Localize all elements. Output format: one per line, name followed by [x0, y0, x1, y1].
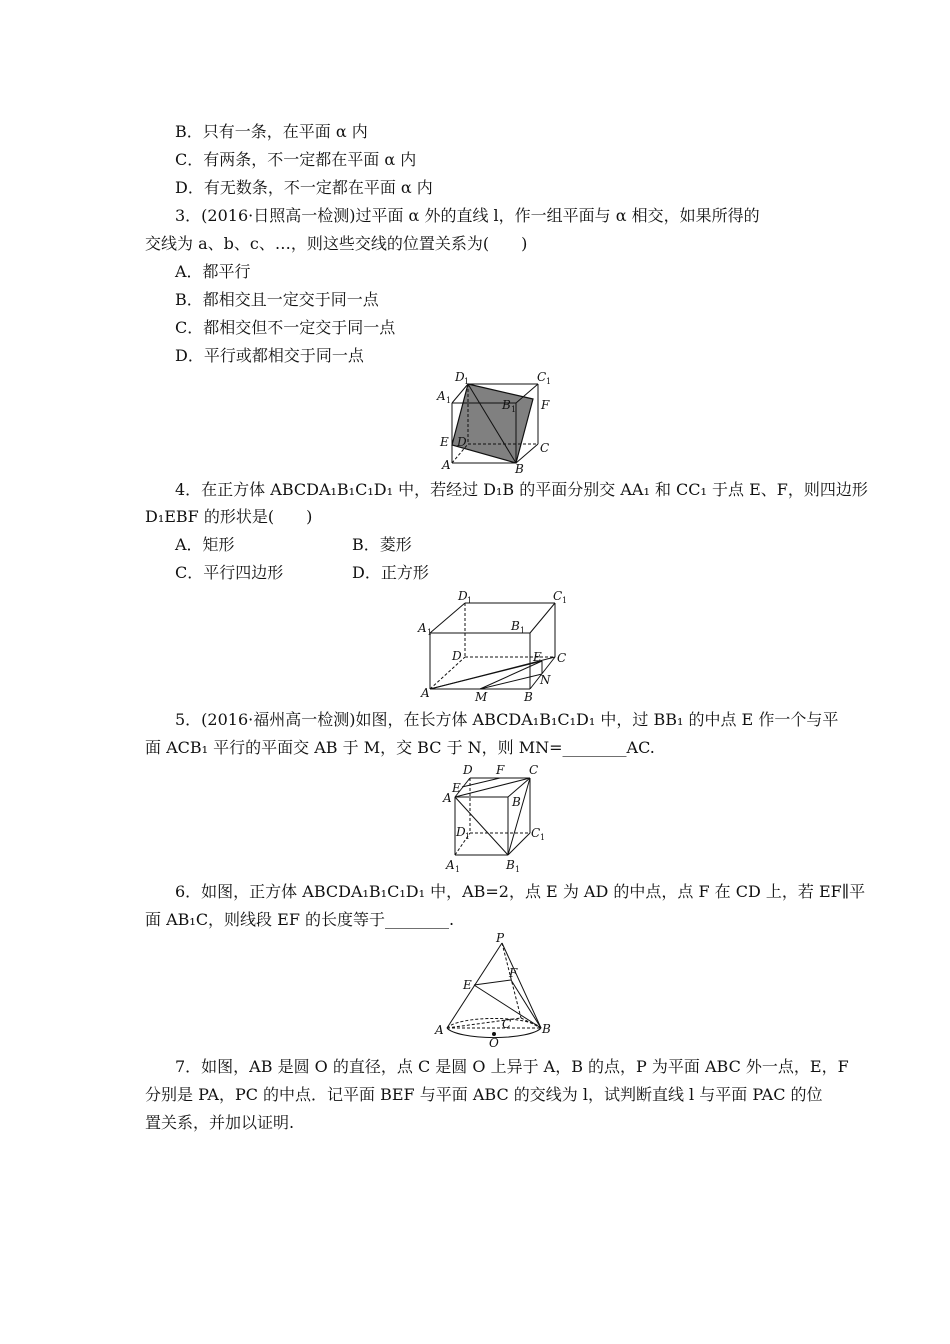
q5-stem-line2: 面 ACB₁ 平行的平面交 AB 于 M，交 BC 于 N，则 MN=________AC. [145, 738, 655, 757]
label-b: B [542, 1022, 551, 1036]
q4-option-c: C．平行四边形 [175, 563, 284, 582]
label-a: A [443, 791, 452, 805]
label-m: M [475, 690, 488, 704]
q2-option-d: D．有无数条，不一定都在平面 α 内 [175, 178, 433, 197]
q4-option-b: B．菱形 [352, 535, 412, 554]
label-b: B [524, 690, 533, 704]
label-b1: B [511, 619, 520, 633]
q7-stem-line3: 置关系，并加以证明. [145, 1113, 295, 1132]
svg-text:1: 1 [467, 596, 473, 605]
label-e: E [463, 978, 472, 992]
label-c: C [557, 651, 567, 665]
label-d: D [452, 649, 462, 663]
label-c1: C [553, 589, 563, 603]
label-b1: B [502, 398, 511, 412]
q4-option-d: D．正方形 [352, 563, 429, 582]
label-b1: B [506, 858, 515, 872]
svg-text:1: 1 [520, 626, 526, 635]
svg-text:1: 1 [455, 865, 461, 874]
svg-text:1: 1 [464, 377, 470, 386]
svg-text:1: 1 [562, 596, 568, 605]
label-p: P [496, 931, 505, 945]
label-o: O [489, 1036, 499, 1050]
label-a1: A [437, 389, 446, 403]
label-a1: A [418, 621, 427, 635]
svg-text:1: 1 [427, 628, 433, 637]
label-c: C [529, 763, 539, 777]
label-c: C [540, 441, 550, 455]
label-a: A [421, 686, 430, 700]
label-d: D [463, 763, 473, 777]
label-c: C [502, 1017, 512, 1031]
q4-option-a: A．矩形 [175, 535, 235, 554]
label-c1: C [537, 370, 547, 384]
label-n: N [540, 673, 551, 687]
q2-option-b: B．只有一条，在平面 α 内 [175, 122, 368, 141]
q6-stem-line1: 6．如图，正方体 ABCDA₁B₁C₁D₁ 中，AB=2，点 E 为 AD 的中点，点 F 在 CD 上，若 EF∥平 [175, 882, 866, 901]
svg-text:1: 1 [515, 865, 521, 874]
q2-option-c: C．有两条，不一定都在平面 α 内 [175, 150, 417, 169]
q3-option-b: B．都相交且一定交于同一点 [175, 290, 379, 309]
q6-stem-line2: 面 AB₁C，则线段 EF 的长度等于________. [145, 910, 455, 929]
q4-stem-line2: D₁EBF 的形状是( ) [145, 507, 313, 526]
svg-text:1: 1 [511, 405, 517, 414]
label-a1: A [446, 858, 455, 872]
label-f: F [541, 398, 550, 412]
label-c1: C [531, 826, 541, 840]
q3-stem-line1: 3．(2016·日照高一检测)过平面 α 外的直线 l，作一组平面与 α 相交，如果所得的 [175, 206, 760, 225]
q4-stem-line1: 4．在正方体 ABCDA₁B₁C₁D₁ 中，若经过 D₁B 的平面分别交 AA₁ 和 CC₁ 于点 E、F，则四边形 [175, 480, 868, 499]
q3-option-c: C．都相交但不一定交于同一点 [175, 318, 396, 337]
label-e: E [452, 781, 461, 795]
q3-option-d: D．平行或都相交于同一点 [175, 346, 364, 365]
q7-stem-line1: 7．如图，AB 是圆 O 的直径，点 C 是圆 O 上异于 A，B 的点，P 为平面 ABC 外一点，E，F [175, 1057, 849, 1076]
label-b: B [512, 795, 521, 809]
label-d: D [457, 435, 467, 449]
q3-option-a: A．都平行 [175, 262, 251, 281]
label-e: E [440, 435, 449, 449]
q3-stem-line2: 交线为 a、b、c、…，则这些交线的位置关系为( ) [145, 234, 528, 253]
label-b: B [515, 462, 524, 476]
label-f: F [509, 966, 518, 980]
svg-text:1: 1 [446, 396, 452, 405]
svg-text:1: 1 [465, 832, 471, 841]
label-a: A [435, 1023, 444, 1037]
label-f: F [496, 763, 505, 777]
label-d1: D [456, 825, 466, 839]
label-e: E [533, 650, 542, 664]
q5-stem-line1: 5．(2016·福州高一检测)如图，在长方体 ABCDA₁B₁C₁D₁ 中，过 BB₁ 的中点 E 作一个与平 [175, 710, 839, 729]
label-d1: D [455, 370, 465, 384]
svg-text:1: 1 [546, 377, 552, 386]
svg-text:1: 1 [540, 833, 546, 842]
q7-stem-line2: 分别是 PA，PC 的中点．记平面 BEF 与平面 ABC 的交线为 l，试判断直线 l 与平面 PAC 的位 [145, 1085, 823, 1104]
label-d1: D [458, 589, 468, 603]
label-a: A [442, 458, 451, 472]
